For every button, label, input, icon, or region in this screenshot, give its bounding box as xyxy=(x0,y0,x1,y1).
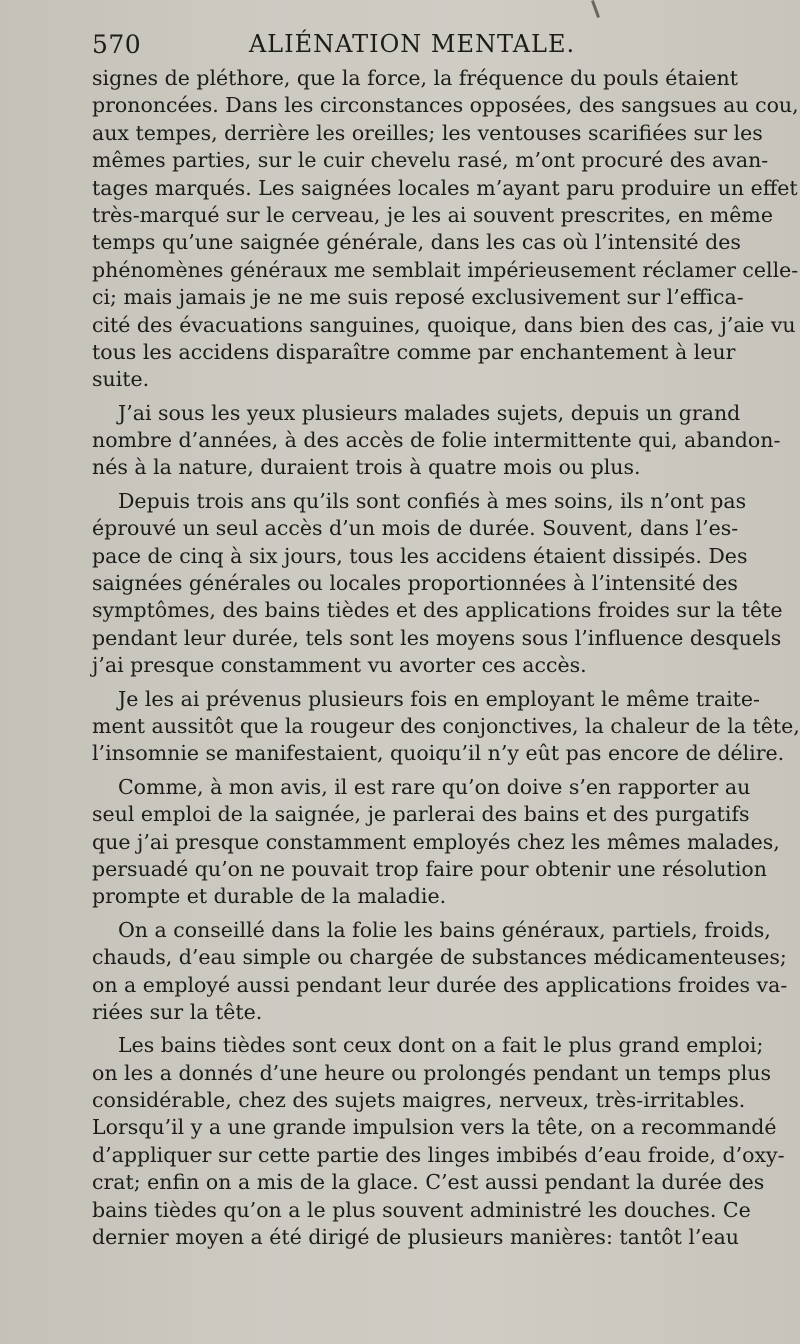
text-line: on a employé aussi pendant leur durée des applications froides va- xyxy=(92,972,788,997)
text-line: j’ai presque constamment vu avorter ces accès. xyxy=(92,653,587,678)
paragraph xyxy=(92,774,780,911)
paragraph xyxy=(92,400,781,482)
text-line: prononcées. Dans les circonstances opposées, des sangsues au cou, xyxy=(92,93,799,118)
paragraph xyxy=(92,488,783,680)
paragraph xyxy=(92,686,800,768)
page-header xyxy=(92,26,732,66)
text-line: temps qu’une saignée générale, dans les cas où l’intensité des xyxy=(92,230,741,255)
text-line: d’appliquer sur cette partie des linges imbibés d’eau froide, d’oxy- xyxy=(92,1142,785,1167)
paragraph xyxy=(92,1032,785,1251)
text-line: bains tièdes qu’on a le plus souvent administré les douches. Ce xyxy=(92,1197,751,1222)
text-line: On a conseillé dans la folie les bains généraux, partiels, froids, xyxy=(118,917,771,942)
paragraph xyxy=(92,65,799,394)
text-line: Les bains tièdes sont ceux dont on a fait le plus grand emploi; xyxy=(118,1033,764,1058)
text-line: aux tempes, derrière les oreilles; les ventouses scarifiées sur les xyxy=(92,120,763,145)
text-line: on les a donnés d’une heure ou prolongés pendant un temps plus xyxy=(92,1060,772,1085)
paragraph xyxy=(92,917,788,1027)
text-line: J’ai sous les yeux plusieurs malades sujets, depuis un grand xyxy=(118,400,741,425)
text-line: crat; enfin on a mis de la glace. C’est aussi pendant la durée des xyxy=(92,1170,765,1195)
text-line: Comme, à mon avis, il est rare qu’on doive s’en rapporter au xyxy=(118,774,751,799)
text-line: l’insomnie se manifestaient, quoiqu’il n’y eût pas encore de délire. xyxy=(92,741,785,766)
text-line: nés à la nature, duraient trois à quatre mois ou plus. xyxy=(92,455,641,480)
text-line: signes de pléthore, que la force, la fréquence du pouls étaient xyxy=(92,66,738,90)
text-line: pendant leur durée, tels sont les moyens sous l’influence desquels xyxy=(92,625,782,650)
text-line: Depuis trois ans qu’ils sont confiés à mes soins, ils n’ont pas xyxy=(118,488,747,513)
text-line: Lorsqu’il y a une grande impulsion vers la tête, on a recommandé xyxy=(92,1115,777,1140)
text-line: symptômes, des bains tièdes et des applications froides sur la tête xyxy=(92,598,783,623)
text-line: prompte et durable de la maladie. xyxy=(92,884,447,909)
text-line: phénomènes généraux me semblait impérieusement réclamer celle- xyxy=(92,257,799,282)
body-text xyxy=(92,65,800,1251)
text-line: pace de cinq à six jours, tous les accidens étaient dissipés. Des xyxy=(92,543,748,568)
text-line: dernier moyen a été dirigé de plusieurs manières: tantôt l’eau xyxy=(92,1225,739,1250)
ink-speck xyxy=(591,0,600,18)
text-line: mêmes parties, sur le cuir chevelu rasé, m’ont procuré des avan- xyxy=(92,148,769,173)
text-line: que j’ai presque constamment employés chez les mêmes malades, xyxy=(92,829,780,854)
text-line: suite. xyxy=(92,367,150,392)
text-line: saignées générales ou locales proportionnées à l’intensité des xyxy=(92,571,738,596)
text-line: considérable, chez des sujets maigres, nerveux, très-irritables. xyxy=(92,1088,746,1113)
text-line: nombre d’années, à des accès de folie intermittente qui, abandon- xyxy=(92,428,781,453)
text-line: éprouvé un seul accès d’un mois de durée. Souvent, dans l’es- xyxy=(92,516,739,541)
running-head: ALIÉNATION MENTALE. xyxy=(248,30,576,58)
text-line: chauds, d’eau simple ou chargée de substances médicamenteuses; xyxy=(92,945,787,970)
text-line: tages marqués. Les saignées locales m’ayant paru produire un effet xyxy=(92,175,798,200)
text-line: Je les ai prévenus plusieurs fois en employant le même traite- xyxy=(118,686,760,711)
page-number: 570 xyxy=(92,30,142,59)
text-line: très-marqué sur le cerveau, je les ai souvent prescrites, en même xyxy=(92,202,773,227)
text-line: ci; mais jamais je ne me suis reposé exclusivement sur l’effica- xyxy=(92,285,744,310)
text-line: cité des évacuations sanguines, quoique, dans bien des cas, j’aie vu xyxy=(92,312,796,337)
text-line: tous les accidens disparaître comme par enchantement à leur xyxy=(92,339,736,364)
text-line: riées sur la tête. xyxy=(92,999,263,1024)
text-line: seul emploi de la saignée, je parlerai des bains et des purgatifs xyxy=(92,802,750,827)
text-line: ment aussitôt que la rougeur des conjonctives, la chaleur de la tête, xyxy=(92,713,800,738)
text-line: persuadé qu’on ne pouvait trop faire pour obtenir une résolution xyxy=(92,856,767,881)
